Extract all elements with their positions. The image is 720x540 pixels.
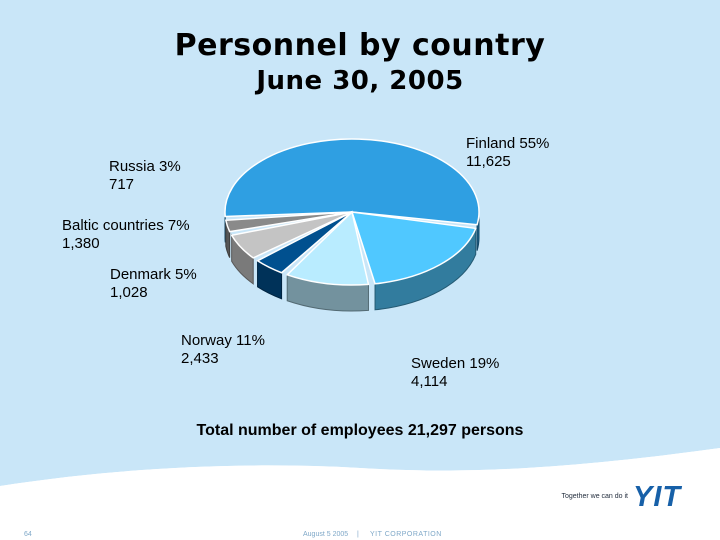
slice-label-finland — [466, 135, 549, 171]
slice-label-baltic — [62, 217, 190, 253]
slice-label-baltic-name: Baltic countries 7% — [62, 217, 190, 234]
slice-label-sweden-name: Sweden 19% — [411, 355, 500, 372]
slice-label-sweden-value: 4,114 — [411, 373, 448, 390]
slice-label-sweden — [411, 355, 499, 391]
slice-label-finland-value: 11,625 — [466, 153, 511, 170]
slice-label-norway-value: 2,433 — [181, 350, 219, 367]
pie-top-faces — [225, 139, 479, 285]
tagline: Together we can do it — [561, 493, 628, 500]
slice-label-denmark-value: 1,028 — [110, 284, 148, 301]
slide-subtitle: June 30, 2005 — [256, 66, 464, 96]
total-employees-text: Total number of employees 21,297 persons — [196, 422, 524, 439]
slice-label-finland-name: Finland 55% — [466, 135, 550, 152]
slice-label-norway-name: Norway 11% — [181, 332, 265, 349]
page-number: 64 — [24, 531, 32, 538]
slice-label-baltic-value: 1,380 — [62, 235, 100, 252]
slide-title: Personnel by country — [174, 28, 546, 63]
slice-label-russia-name: Russia 3% — [109, 158, 181, 175]
slice-label-russia — [109, 158, 181, 194]
slice-label-russia-value: 717 — [109, 176, 135, 193]
slice-label-norway — [181, 332, 265, 368]
yit-logo: YIT — [633, 481, 682, 513]
slice-label-denmark-name: Denmark 5% — [110, 266, 197, 283]
footer-date: August 5 2005 — [303, 531, 349, 538]
slice-label-denmark — [110, 266, 197, 302]
footer-corporation: YIT CORPORATION — [370, 531, 442, 538]
footer-separator: | — [357, 531, 359, 538]
